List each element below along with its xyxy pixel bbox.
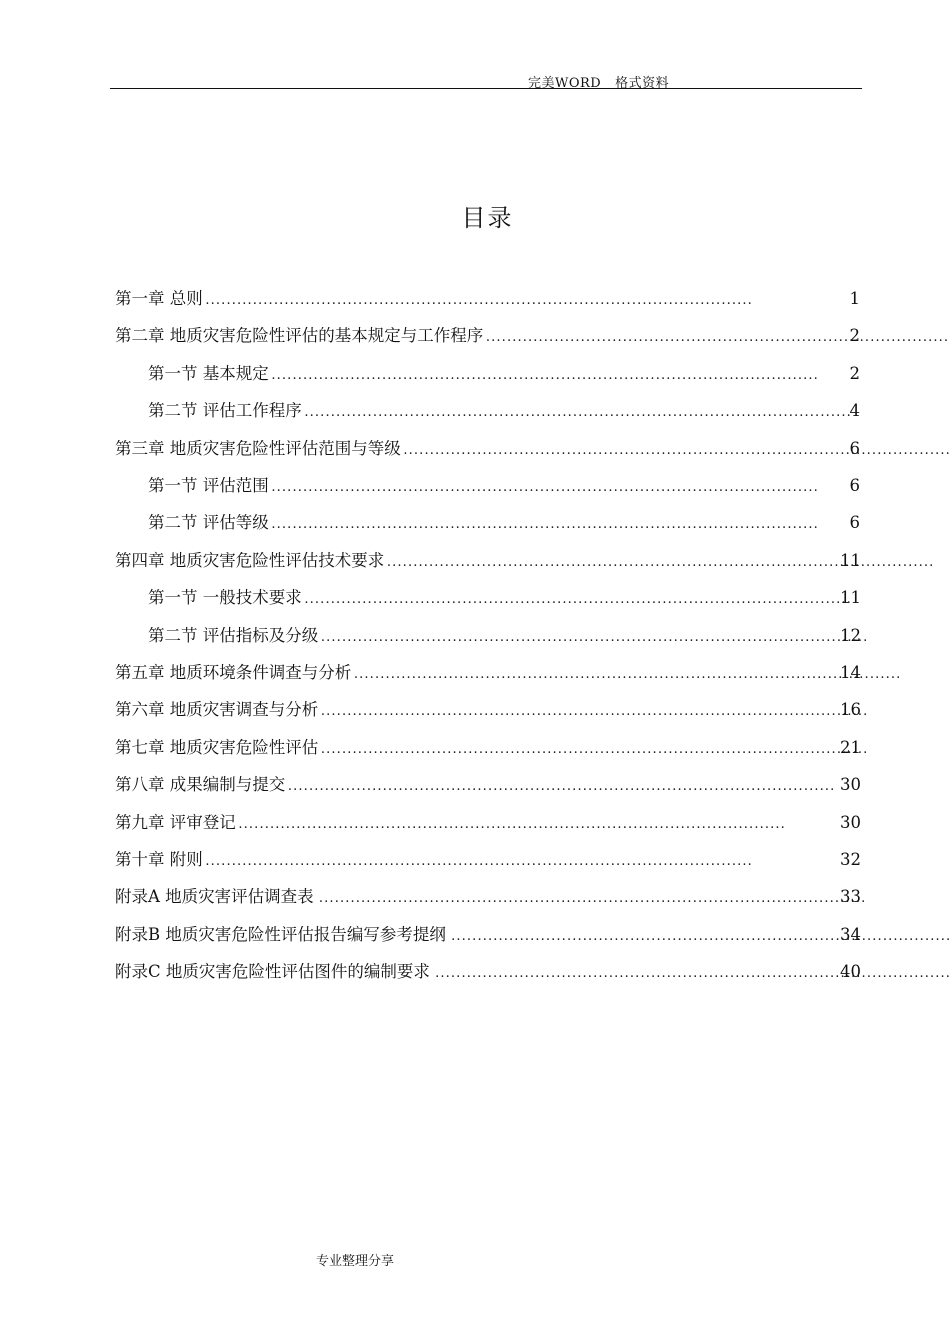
toc-item[interactable] bbox=[0, 392, 950, 429]
page-header-text: 完美WORD 格式资料 bbox=[528, 76, 670, 91]
toc-item[interactable] bbox=[0, 916, 950, 953]
toc-item[interactable] bbox=[0, 617, 950, 654]
toc-item[interactable] bbox=[0, 430, 950, 467]
header-divider bbox=[110, 88, 862, 89]
toc-item[interactable] bbox=[0, 804, 950, 841]
toc-item-page: 1 bbox=[849, 289, 860, 308]
toc-item-page: 16 bbox=[840, 700, 861, 720]
toc-item[interactable] bbox=[0, 691, 950, 728]
toc-item[interactable] bbox=[0, 280, 950, 317]
toc-item-label: 附录B 地质灾害危险性评估报告编写参考提纲 . . . bbox=[115, 925, 950, 944]
toc-item-page: 40 bbox=[840, 962, 861, 982]
toc-item-page: 6 bbox=[849, 438, 860, 458]
toc-item[interactable] bbox=[0, 355, 950, 392]
toc-item[interactable] bbox=[0, 317, 950, 354]
toc-item[interactable] bbox=[0, 729, 950, 766]
page-footer-text: 专业整理分享 bbox=[316, 1254, 395, 1269]
toc-item-page: 4 bbox=[849, 401, 860, 421]
toc-item-label: 第二节 评估指标及分级 . . . bbox=[148, 626, 866, 645]
toc-item[interactable] bbox=[0, 579, 950, 616]
toc-item-label: 第三章 地质灾害危险性评估范围与等级 . . . bbox=[115, 439, 948, 458]
toc-item-label: 第二节 评估等级 . . . bbox=[148, 513, 816, 532]
toc-item[interactable] bbox=[0, 542, 950, 579]
toc-item[interactable] bbox=[0, 504, 950, 541]
toc-item-label: 第九章 评审登记 . . . bbox=[115, 813, 783, 832]
toc-item-label: 第二章 地质灾害危险性评估的基本规定与工作程序 . . . bbox=[115, 326, 950, 345]
toc-item-page: 11 bbox=[840, 550, 861, 570]
toc-item-label: 第五章 地质环境条件调查与分析 . . . bbox=[115, 663, 899, 682]
toc-item-label: 第十章 附则 . . . bbox=[115, 850, 750, 869]
toc-item-page: 2 bbox=[849, 326, 860, 346]
toc-item-page: 21 bbox=[840, 737, 861, 757]
toc-item-page: 6 bbox=[849, 513, 860, 533]
toc-item-label: 第六章 地质灾害调查与分析 . . . bbox=[115, 700, 866, 719]
page-title: 目录 bbox=[461, 204, 514, 232]
toc-item-label: 第七章 地质灾害危险性评估 . . . bbox=[115, 738, 866, 757]
toc-item[interactable] bbox=[0, 654, 950, 691]
toc-item-label: 附录C 地质灾害危险性评估图件的编制要求 . . . bbox=[115, 962, 950, 981]
toc-item-page: 33 bbox=[840, 887, 861, 907]
toc-item-label: 第一节 基本规定 . . . bbox=[148, 364, 816, 383]
toc-item-label: 第二节 评估工作程序 . . . bbox=[148, 401, 849, 420]
toc-item-label: 附录A 地质灾害评估调查表 . . . bbox=[115, 887, 864, 906]
toc-item[interactable] bbox=[0, 953, 950, 990]
toc-item-page: 6 bbox=[849, 476, 860, 495]
toc-item[interactable] bbox=[0, 467, 950, 504]
toc-item-page: 2 bbox=[849, 363, 860, 383]
toc-item-label: 第一节 一般技术要求 . . . bbox=[148, 588, 849, 607]
toc-item-page: 12 bbox=[840, 625, 861, 645]
toc-item-page: 34 bbox=[840, 924, 861, 944]
toc-item-label: 第一节 评估范围 . . . bbox=[148, 476, 816, 495]
toc-item-page: 11 bbox=[840, 588, 861, 608]
toc-item-page: 14 bbox=[840, 663, 861, 682]
toc-item-page: 32 bbox=[840, 850, 861, 869]
toc-item-label: 第一章 总则 . . . bbox=[115, 289, 750, 308]
toc-item-label: 第八章 成果编制与提交 . . . bbox=[115, 775, 833, 794]
toc-item[interactable] bbox=[0, 841, 950, 878]
toc-item-label: 第四章 地质灾害危险性评估技术要求 . . . bbox=[115, 551, 932, 570]
toc-item-page: 30 bbox=[840, 775, 861, 795]
toc-item[interactable] bbox=[0, 878, 950, 915]
toc-item-page: 30 bbox=[840, 812, 861, 832]
toc-item[interactable] bbox=[0, 766, 950, 803]
